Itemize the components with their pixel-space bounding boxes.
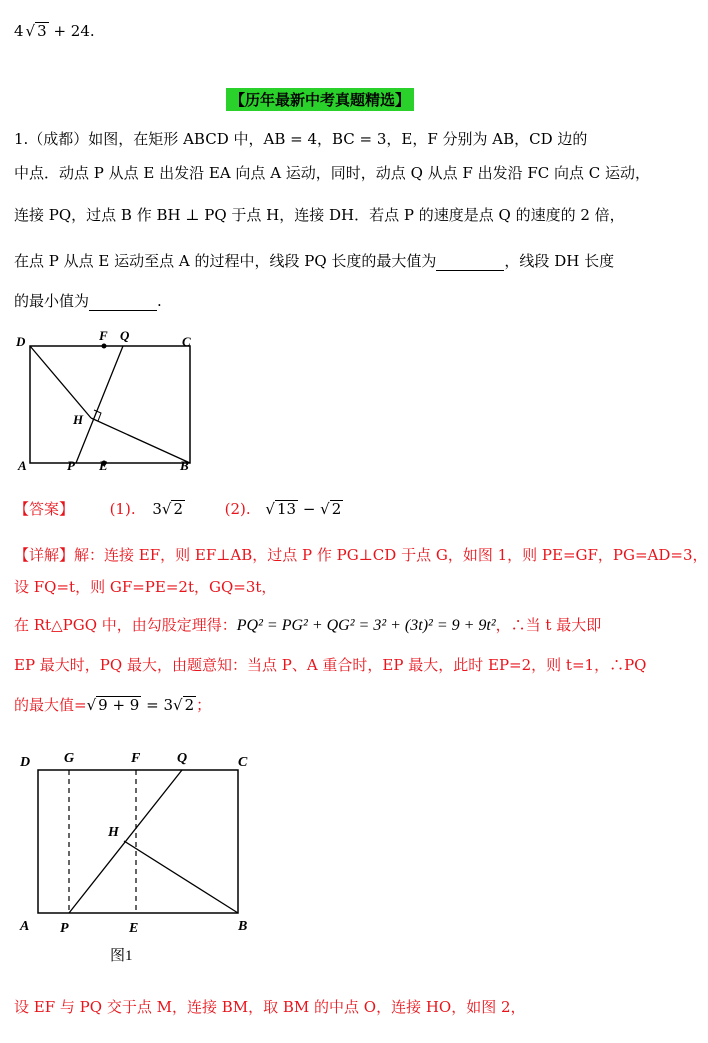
section-heading: 【历年最新中考真题精选】 [226,88,414,111]
detail-radicand-sum: 9 + 9 [98,696,140,714]
fig1-rectangle [38,770,238,913]
segment-pq [76,346,123,463]
label-h: H [73,412,84,427]
point-f [102,344,107,349]
detail-line-3a: 在 Rt△PGQ 中，由勾股定理得： [14,616,237,634]
segment-dh [30,346,91,418]
fig1-label-f: F [131,751,141,766]
top-tail: + 24. [53,22,95,40]
detail-line-4: EP 最大时，PQ 最大，由题意知：当点 P、A 重合时，EP 最大，此时 EP=2，则 t=1，∴PQ [14,656,647,674]
problem-line-3: 连接 PQ，过点 B 作 BH ⊥ PQ 于点 H，连接 DH．若点 P 的速度是点 Q 的速度的 2 倍， [14,206,625,224]
label-c: C [182,334,191,349]
top-coef: 4 [14,22,24,40]
detail-line-2: 设 FQ=t，则 GF=PE=2t，GQ=3t， [14,578,277,596]
fig1-label-h: H [108,825,119,840]
fig1-label-b: B [238,919,248,934]
fig1-label-q: Q [177,751,188,766]
answer-line: 【答案】 (1). 3√ 2 (2). √ 13 − √ 2 [14,500,342,518]
answer-1-coef: 3 [152,500,162,518]
problem-line-2: 中点．动点 P 从点 E 出发沿 EA 向点 A 运动，同时，动点 Q 从点 F 出发沿 FC 向点 C 运动， [14,164,651,182]
detail-line-3 [14,614,601,635]
answer-2-radicand-1: 13 [276,500,297,518]
detail-radicand-two: 2 [184,696,195,714]
answer-2-radicand-2: 2 [331,500,342,518]
answer-1-radicand: 2 [173,500,184,518]
answer-1-number: (1). [109,500,136,518]
detail-line-1 [14,544,708,565]
answer-blank-2 [89,296,157,311]
fig1-segment-hb [124,841,238,913]
detail-line-5: 的最大值=√ 9 + 9 = 3√ 2 ； [14,696,212,714]
fig1-label-g: G [64,751,75,766]
fig1-label-p: P [60,921,69,936]
problem-line-1: 1.（成都）如图，在矩形 ABCD 中，AB = 4，BC = 3，E，F 分别为 AB，CD 边的 [14,130,588,148]
pythagoras-formula: PQ² = PG² + QG² = 3² + (3t)² = 9 + 9t² [236,617,496,634]
segment-bh [91,418,190,463]
label-b: B [180,458,189,473]
detail-equals-three: = 3 [141,696,173,714]
top-expression: 4 √ 3 + 24. [14,22,95,40]
fig1-label-c: C [238,755,248,770]
top-radicand: 3 [37,22,47,40]
rectangle-abcd [30,346,190,463]
label-d: D [16,334,26,349]
detail-label: 【详解】 [14,546,75,564]
fig1-label-d: D [20,755,31,770]
problem-figure [10,328,210,478]
label-e: E [99,458,108,473]
answer-blank-1 [436,256,504,271]
label-f: F [99,328,108,343]
label-q: Q [120,328,130,343]
answer-2-number: (2). [224,500,251,518]
answer-2-minus: − [302,500,316,518]
detail-line-3c: ，∴当 t 最大即 [495,616,602,634]
label-p: P [67,458,75,473]
fig1-label-a: A [20,919,30,934]
detail-last-line: 设 EF 与 PQ 交于点 M，连接 BM，取 BM 的中点 O，连接 HO，如图 2， [14,998,526,1016]
answer-label: 【答案】 [14,500,75,518]
problem-line-4 [14,250,614,271]
figure-1-caption: 图1 [110,948,133,964]
label-a: A [18,458,27,473]
problem-line-5b: . [157,292,162,310]
detail-line-1-text: 解：连接 EF，则 EF⊥AB，过点 P 作 PG⊥CD 于点 G，如图 1，则 PE=GF，PG=AD=3， [74,546,708,564]
fig1-label-e: E [129,921,139,936]
problem-line-4a: 在点 P 从点 E 运动至点 A 的过程中，线段 PQ 长度的最大值为 [14,252,437,270]
problem-line-5a: 的最小值为 [14,292,90,310]
problem-line-5 [14,290,162,311]
detail-line-5a: 的最大值= [14,696,87,714]
detail-line-5e: ； [196,696,212,714]
figure-1 [14,744,274,974]
problem-line-4b: ，线段 DH 长度 [504,252,615,270]
